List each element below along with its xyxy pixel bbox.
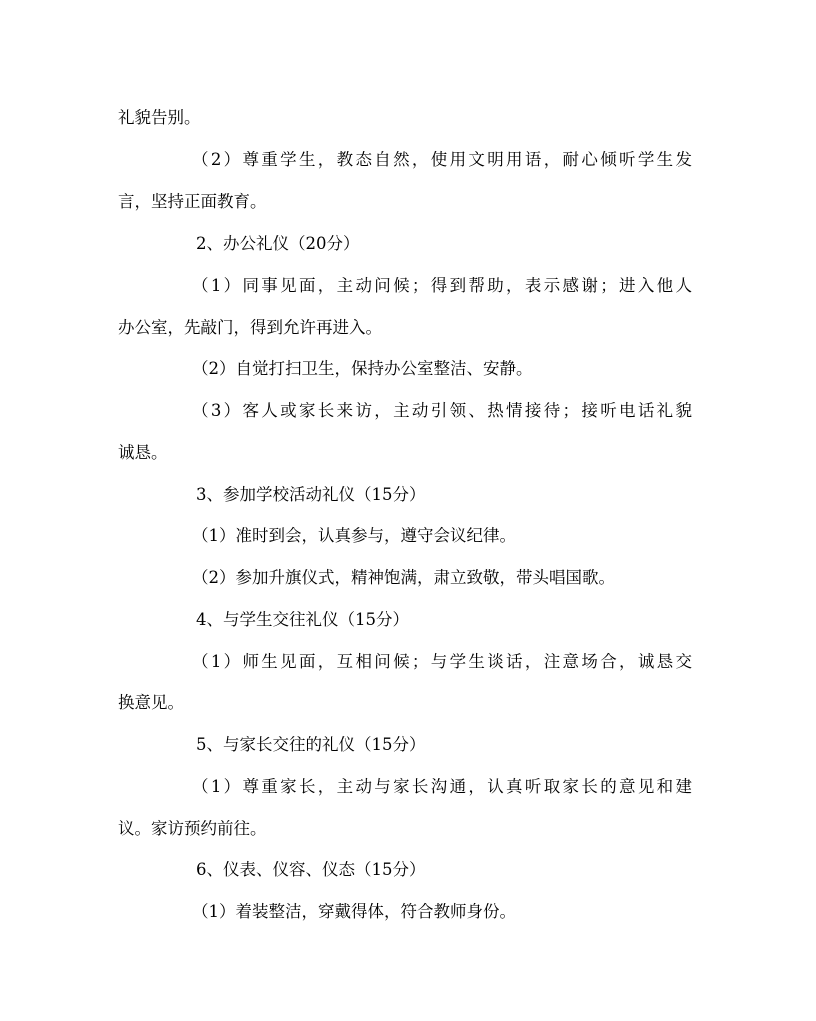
list-item: （1）着装整洁，穿戴得体，符合教师身份。	[192, 902, 516, 921]
list-item	[0, 776, 816, 798]
text-line: （1）尊重家长，主动与家长沟通，认真听取家长的意见和建	[192, 777, 692, 796]
list-item: （2）自觉打扫卫生，保持办公室整洁、安静。	[192, 359, 533, 378]
text-line: （1）同事见面，主动问候；得到帮助，表示感谢；进入他人	[192, 276, 692, 295]
text-line: （1）师生见面，互相问候；与学生谈话，注意场合，诚恳交	[192, 652, 692, 671]
list-item: （1）准时到会，认真参与，遵守会议纪律。	[192, 526, 516, 545]
text-line: 议。家访预约前往。	[118, 819, 267, 838]
list-item	[0, 400, 816, 422]
text-line: （2）尊重学生，教态自然，使用文明用语，耐心倾听学生发	[192, 150, 692, 169]
section-heading: 5、与家长交往的礼仪（15分）	[196, 735, 426, 754]
text-line: 办公室，先敲门，得到允许再进入。	[118, 318, 382, 337]
list-item	[0, 275, 816, 297]
text-line: 换意见。	[118, 693, 184, 712]
text-line: 诚恳。	[118, 443, 168, 462]
section-heading: 2、办公礼仪（20分）	[196, 234, 360, 253]
section-heading: 3、参加学校活动礼仪（15分）	[196, 485, 426, 504]
text-line: 礼貌告别。	[118, 108, 201, 127]
section-heading: 6、仪表、仪容、仪态（15分）	[196, 860, 426, 879]
text-line: 言，坚持正面教育。	[118, 192, 267, 211]
section-heading: 4、与学生交往礼仪（15分）	[196, 610, 409, 629]
text-line: （3）客人或家长来访，主动引领、热情接待；接听电话礼貌	[192, 401, 692, 420]
list-item	[0, 651, 816, 673]
list-item	[0, 149, 816, 171]
list-item: （2）参加升旗仪式，精神饱满，肃立致敬，带头唱国歌。	[192, 568, 615, 587]
